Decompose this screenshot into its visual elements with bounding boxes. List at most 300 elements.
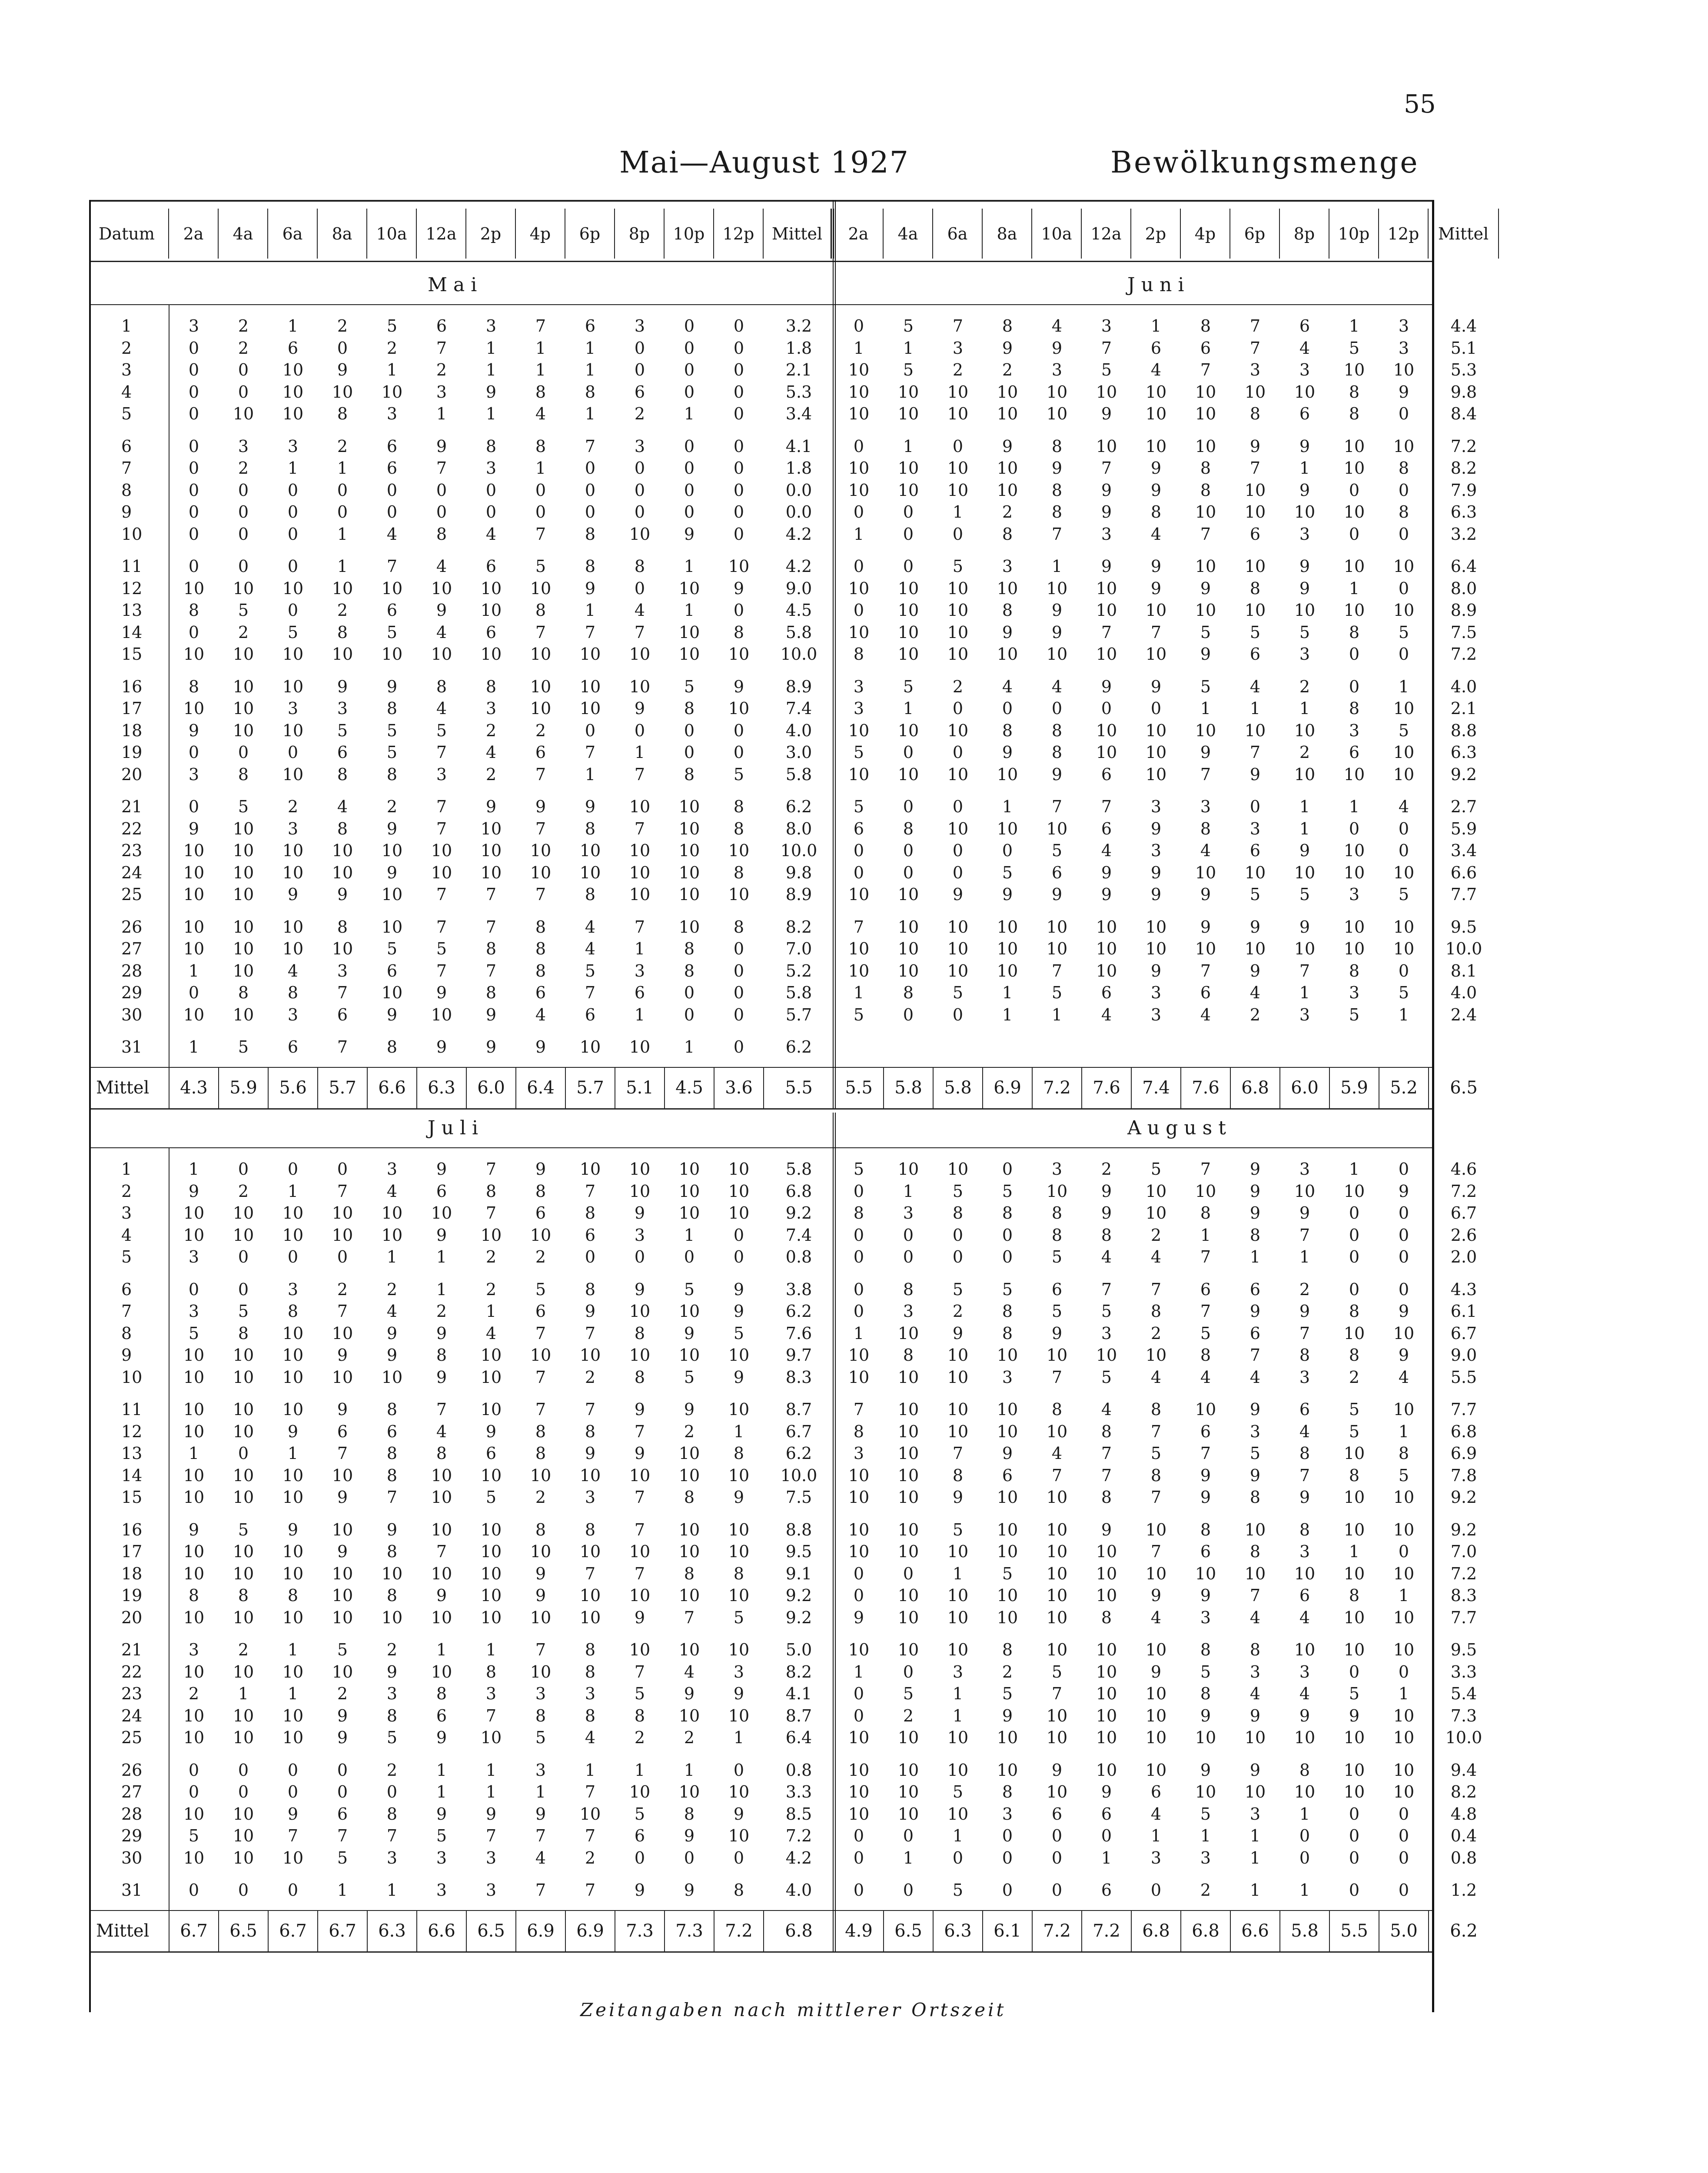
value-cell: 10: [233, 1488, 254, 1507]
value-cell: 1: [952, 1706, 964, 1725]
value-cell: 2: [386, 797, 398, 817]
value-cell: 7: [585, 1826, 596, 1846]
table-row: [91, 479, 1477, 502]
value-cell: 10: [1096, 645, 1117, 664]
value-cell: 10: [480, 1465, 502, 1485]
value-cell: 7.7: [1450, 1608, 1477, 1627]
value-cell: 3: [634, 961, 645, 980]
value-cell: 10: [678, 1160, 700, 1179]
table-row: [91, 643, 1477, 665]
mittel-value: 6.3: [428, 1077, 455, 1098]
mittel-value: 4.9: [845, 1920, 873, 1941]
value-cell: 7: [1051, 961, 1063, 980]
value-cell: 5: [436, 939, 447, 959]
table-row: [91, 1202, 1477, 1224]
day-cell: 14: [121, 1465, 143, 1485]
value-cell: 10: [282, 1662, 304, 1681]
value-cell: 10: [1096, 1728, 1117, 1748]
value-cell: 7: [1101, 1444, 1112, 1463]
value-cell: 8: [287, 983, 299, 1003]
value-cell: 10: [1343, 1728, 1365, 1748]
value-cell: 9: [1101, 1520, 1112, 1539]
value-cell: 1: [952, 502, 964, 522]
mittel-value: 6.5: [229, 1920, 257, 1941]
value-cell: 10: [728, 1586, 750, 1605]
value-cell: 10: [1195, 863, 1216, 882]
table-row: [91, 1847, 1477, 1869]
value-cell: 2: [684, 1422, 695, 1441]
value-cell: 9: [1299, 436, 1310, 456]
value-cell: 10: [480, 1225, 502, 1245]
value-cell: 10: [678, 1782, 700, 1802]
value-cell: 1: [1249, 1881, 1261, 1900]
value-cell: 10: [1393, 557, 1415, 576]
value-cell: 3: [1299, 1005, 1310, 1024]
table-row: [91, 1541, 1477, 1563]
value-cell: 9: [1150, 863, 1162, 882]
value-cell: 9: [1150, 819, 1162, 838]
value-cell: 9.5: [1450, 917, 1477, 937]
value-cell: 10: [332, 1465, 353, 1485]
value-cell: 10: [282, 939, 304, 959]
value-cell: 4.0: [785, 1881, 812, 1900]
value-cell: 0: [1051, 1826, 1063, 1846]
day-cell: 18: [121, 721, 143, 740]
day-cell: 27: [121, 939, 143, 959]
value-cell: 10: [282, 1728, 304, 1748]
value-cell: 3: [1249, 1662, 1261, 1681]
value-cell: 10: [1343, 1520, 1365, 1539]
value-cell: 10: [848, 1782, 870, 1802]
value-cell: 10.0: [780, 645, 817, 664]
value-cell: 0: [238, 1160, 249, 1179]
value-cell: 10: [530, 578, 552, 598]
value-cell: 7: [684, 1608, 695, 1627]
value-cell: 0: [1398, 578, 1409, 598]
day-cell: 10: [121, 1367, 143, 1387]
value-cell: 10: [728, 699, 750, 718]
mittel-rule: [91, 1910, 1432, 1911]
value-cell: 2: [436, 360, 447, 380]
value-cell: 0: [1349, 480, 1360, 500]
value-cell: 6: [1101, 1881, 1112, 1900]
value-cell: 8: [1051, 721, 1063, 740]
header-col: 12p: [1379, 209, 1429, 259]
value-cell: 10: [282, 1564, 304, 1583]
mittel-value: 6.8: [1142, 1920, 1170, 1941]
value-cell: 10: [1343, 764, 1365, 784]
value-cell: 1: [386, 1247, 398, 1267]
value-cell: 1: [188, 1444, 199, 1463]
value-cell: 10: [1195, 721, 1216, 740]
value-cell: 1: [436, 1640, 447, 1660]
column-rule: [982, 1067, 983, 1108]
value-cell: 9: [733, 1488, 744, 1507]
value-cell: 7: [634, 819, 645, 838]
value-cell: 0: [952, 524, 964, 544]
value-cell: 10: [332, 1520, 353, 1539]
value-cell: 10: [629, 1586, 651, 1605]
value-cell: 3: [485, 316, 497, 336]
day-cell: 23: [121, 1684, 143, 1704]
value-cell: 10: [1294, 601, 1316, 620]
value-cell: 9: [1150, 578, 1162, 598]
column-rule: [565, 1910, 566, 1951]
value-cell: 0: [1349, 1662, 1360, 1681]
value-cell: 10: [1145, 1203, 1167, 1223]
block-end-rule: [91, 1951, 1432, 1953]
value-cell: 7.0: [785, 939, 812, 959]
value-cell: 8: [1299, 1760, 1310, 1780]
value-cell: 1: [188, 1037, 199, 1057]
value-cell: 0: [853, 1826, 864, 1846]
value-cell: 10: [1195, 1782, 1216, 1802]
value-cell: 10: [1096, 1640, 1117, 1660]
value-cell: 5: [1398, 721, 1409, 740]
column-rule: [1032, 1067, 1033, 1108]
value-cell: 2: [485, 721, 497, 740]
value-cell: 10: [1096, 601, 1117, 620]
value-cell: 10: [332, 578, 353, 598]
value-cell: 8: [585, 524, 596, 544]
value-cell: 1: [853, 524, 864, 544]
value-cell: 10: [1145, 1706, 1167, 1725]
value-cell: 10: [997, 382, 1018, 402]
value-cell: 8.0: [1450, 578, 1477, 598]
value-cell: 1: [903, 699, 914, 718]
value-cell: 10: [728, 841, 750, 861]
value-cell: 8: [436, 1444, 447, 1463]
value-cell: 9: [634, 699, 645, 718]
value-cell: 0: [1002, 1881, 1013, 1900]
value-cell: 0: [585, 1247, 596, 1267]
value-cell: 1: [903, 436, 914, 456]
value-cell: 10: [1145, 917, 1167, 937]
value-cell: 1: [1002, 983, 1013, 1003]
value-cell: 4.2: [785, 524, 812, 544]
value-cell: 0: [684, 983, 695, 1003]
value-cell: 10: [728, 1640, 750, 1660]
value-cell: 10: [183, 699, 205, 718]
value-cell: 3: [337, 961, 348, 980]
value-cell: 9: [634, 1400, 645, 1419]
table-row: [91, 457, 1477, 479]
table-row: [91, 1036, 1432, 1058]
value-cell: 10: [1096, 1346, 1117, 1365]
value-cell: 10: [1393, 917, 1415, 937]
value-cell: 3: [535, 1760, 546, 1780]
value-cell: 3: [952, 338, 964, 358]
value-cell: 2: [238, 622, 249, 642]
value-cell: 4.2: [785, 1848, 812, 1867]
value-cell: 3: [585, 1684, 596, 1704]
header-col: 6a: [268, 209, 318, 259]
value-cell: 4: [1101, 1005, 1112, 1024]
value-cell: 10: [183, 1488, 205, 1507]
value-cell: 10: [1343, 601, 1365, 620]
value-cell: 9: [535, 1037, 546, 1057]
value-cell: 10: [1393, 863, 1415, 882]
value-cell: 0: [188, 557, 199, 576]
value-cell: 3: [1002, 557, 1013, 576]
value-cell: 10.0: [1445, 1728, 1482, 1748]
value-cell: 10: [997, 459, 1018, 478]
mittel-value: 7.6: [1093, 1077, 1120, 1098]
value-cell: 10: [332, 645, 353, 664]
value-cell: 10: [332, 1225, 353, 1245]
value-cell: 8: [684, 1804, 695, 1824]
value-cell: 8.2: [785, 917, 812, 937]
value-cell: 10: [579, 1160, 601, 1179]
value-cell: 10: [1294, 764, 1316, 784]
value-cell: 10: [947, 1542, 969, 1562]
value-cell: 8: [1002, 524, 1013, 544]
value-cell: 0: [1349, 524, 1360, 544]
value-cell: 3.2: [1450, 524, 1477, 544]
value-cell: 3: [535, 1684, 546, 1704]
value-cell: 10: [332, 863, 353, 882]
value-cell: 10: [332, 939, 353, 959]
day-cell: 12: [121, 1422, 143, 1441]
value-cell: 8: [1249, 1542, 1261, 1562]
value-cell: 10: [897, 1782, 919, 1802]
value-cell: 10: [282, 404, 304, 424]
table-row: [91, 1442, 1477, 1465]
value-cell: 8: [1101, 1422, 1112, 1441]
value-cell: 2: [634, 1728, 645, 1748]
value-cell: 6: [337, 1005, 348, 1024]
value-cell: 6: [1249, 1279, 1261, 1299]
value-cell: 10: [678, 622, 700, 642]
value-cell: 9: [634, 1881, 645, 1900]
value-cell: 0: [238, 1444, 249, 1463]
value-cell: 10: [1244, 939, 1266, 959]
value-cell: 0: [853, 316, 864, 336]
value-cell: 4: [386, 524, 398, 544]
value-cell: 10: [1393, 1782, 1415, 1802]
value-cell: 2: [535, 1247, 546, 1267]
value-cell: 10: [1393, 1400, 1415, 1419]
value-cell: 5: [436, 1826, 447, 1846]
value-cell: 8: [733, 863, 744, 882]
value-cell: 10: [381, 917, 403, 937]
mittel-value: 6.3: [378, 1920, 406, 1941]
value-cell: 3.3: [785, 1782, 812, 1802]
value-cell: 3: [1249, 819, 1261, 838]
value-cell: 8: [1349, 1586, 1360, 1605]
value-cell: 1: [952, 1826, 964, 1846]
value-cell: 3: [188, 316, 199, 336]
value-cell: 3: [287, 1005, 299, 1024]
value-cell: 8: [585, 885, 596, 904]
value-cell: 10: [848, 382, 870, 402]
value-cell: 4: [1051, 677, 1063, 696]
value-cell: 10: [282, 645, 304, 664]
value-cell: 3: [1200, 1608, 1211, 1627]
value-cell: 10: [848, 459, 870, 478]
value-cell: 10: [183, 917, 205, 937]
value-cell: 10: [629, 863, 651, 882]
page-title: Mai—August 1927: [619, 146, 910, 180]
value-cell: 10: [1294, 1728, 1316, 1748]
value-cell: 8: [535, 939, 546, 959]
value-cell: 0: [733, 721, 744, 740]
value-cell: 1: [535, 459, 546, 478]
mittel-value: 7.3: [626, 1920, 654, 1941]
value-cell: 10: [947, 1804, 969, 1824]
value-cell: 9: [585, 578, 596, 598]
column-rule: [664, 1067, 665, 1108]
day-cell: 2: [121, 338, 132, 358]
value-cell: 10: [233, 1400, 254, 1419]
value-cell: 0: [337, 502, 348, 522]
value-cell: 4: [1398, 1367, 1409, 1387]
value-cell: 10: [381, 1564, 403, 1583]
value-cell: 0: [1349, 1279, 1360, 1299]
value-cell: 7: [535, 1826, 546, 1846]
value-cell: 10: [947, 1422, 969, 1441]
value-cell: 9: [1299, 1203, 1310, 1223]
value-cell: 7: [535, 622, 546, 642]
value-cell: 10.0: [780, 841, 817, 861]
value-cell: 0: [1398, 1881, 1409, 1900]
value-cell: 9: [1249, 764, 1261, 784]
value-cell: 9: [684, 1881, 695, 1900]
value-cell: 5.8: [785, 622, 812, 642]
month-title: Juli: [428, 1117, 485, 1139]
value-cell: 10: [897, 1728, 919, 1748]
value-cell: 9: [1249, 1160, 1261, 1179]
mittel-value: 5.7: [576, 1077, 604, 1098]
column-rule: [565, 1067, 566, 1108]
value-cell: 0: [188, 797, 199, 817]
value-cell: 10: [897, 459, 919, 478]
value-cell: 1: [585, 338, 596, 358]
value-cell: 10: [1145, 436, 1167, 456]
value-cell: 10: [848, 885, 870, 904]
value-cell: 4.0: [1450, 983, 1477, 1003]
value-cell: 10: [579, 863, 601, 882]
value-cell: 3: [1299, 1160, 1310, 1179]
value-cell: 10: [1343, 917, 1365, 937]
value-cell: 9: [188, 1520, 199, 1539]
value-cell: 0: [733, 1037, 744, 1057]
value-cell: 4: [1200, 1367, 1211, 1387]
value-cell: 9: [1200, 645, 1211, 664]
day-cell: 26: [121, 1760, 143, 1780]
column-rule: [933, 1910, 934, 1951]
value-cell: 9: [952, 885, 964, 904]
value-cell: 1: [1398, 1586, 1409, 1605]
value-cell: 10: [579, 677, 601, 696]
value-cell: 9.0: [785, 578, 812, 598]
value-cell: 1: [386, 1881, 398, 1900]
mittel-label: Mittel: [96, 1920, 150, 1941]
column-rule: [833, 1113, 836, 1951]
value-cell: 0: [733, 743, 744, 762]
value-cell: 10: [233, 1728, 254, 1748]
value-cell: 3: [634, 316, 645, 336]
value-cell: 9: [733, 677, 744, 696]
day-cell: 9: [121, 1346, 132, 1365]
value-cell: 10: [332, 1564, 353, 1583]
value-cell: 8: [1200, 316, 1211, 336]
value-cell: 10: [1046, 1728, 1068, 1748]
value-cell: 4.2: [785, 557, 812, 576]
mittel-value: 5.5: [845, 1077, 873, 1098]
day-cell: 11: [121, 557, 143, 576]
value-cell: 10: [530, 645, 552, 664]
value-cell: 8: [903, 1279, 914, 1299]
value-cell: 1: [1150, 1826, 1162, 1846]
value-cell: 9: [1150, 677, 1162, 696]
table-row: [91, 359, 1477, 381]
value-cell: 9: [684, 524, 695, 544]
value-cell: 10: [1145, 939, 1167, 959]
value-cell: 8: [535, 601, 546, 620]
value-cell: 3: [485, 1848, 497, 1867]
value-cell: 10: [381, 1203, 403, 1223]
value-cell: 5: [903, 360, 914, 380]
value-cell: 3: [634, 436, 645, 456]
value-cell: 0: [1349, 1203, 1360, 1223]
value-cell: 9: [1200, 1760, 1211, 1780]
value-cell: 10: [1046, 1640, 1068, 1660]
value-cell: 9: [1249, 1760, 1261, 1780]
value-cell: 8: [188, 1586, 199, 1605]
value-cell: 7: [436, 819, 447, 838]
value-cell: 0: [436, 502, 447, 522]
value-cell: 1: [585, 360, 596, 380]
value-cell: 8.8: [785, 1520, 812, 1539]
value-cell: 4.1: [785, 436, 812, 456]
value-cell: 8: [1002, 1302, 1013, 1321]
value-cell: 8: [485, 436, 497, 456]
value-cell: 8: [903, 819, 914, 838]
value-cell: 7: [1299, 1465, 1310, 1485]
value-cell: 8: [386, 699, 398, 718]
value-cell: 0: [733, 601, 744, 620]
column-rule: [218, 1910, 219, 1951]
header-col: 8p: [1280, 209, 1329, 259]
value-cell: 0: [684, 721, 695, 740]
value-cell: 8: [1349, 1346, 1360, 1365]
value-cell: 6.3: [1450, 502, 1477, 522]
value-cell: 6.2: [785, 797, 812, 817]
value-cell: 8: [1299, 1444, 1310, 1463]
value-cell: 8: [535, 1444, 546, 1463]
value-cell: 10: [1343, 502, 1365, 522]
value-cell: 9: [1249, 961, 1261, 980]
value-cell: 10: [233, 404, 254, 424]
value-cell: 4: [1101, 1247, 1112, 1267]
day-cell: 5: [121, 404, 132, 424]
value-cell: 2: [287, 797, 299, 817]
value-cell: 10: [282, 382, 304, 402]
value-cell: 3: [1200, 797, 1211, 817]
value-cell: 7: [585, 743, 596, 762]
value-cell: 1: [188, 1160, 199, 1179]
value-cell: 6: [1051, 863, 1063, 882]
value-cell: 3: [1299, 524, 1310, 544]
value-cell: 9: [436, 1367, 447, 1387]
value-cell: 9: [386, 1346, 398, 1365]
value-cell: 7: [436, 459, 447, 478]
value-cell: 10: [997, 578, 1018, 598]
value-cell: 2: [337, 1279, 348, 1299]
value-cell: 7.2: [1450, 645, 1477, 664]
value-cell: 9: [733, 1302, 744, 1321]
